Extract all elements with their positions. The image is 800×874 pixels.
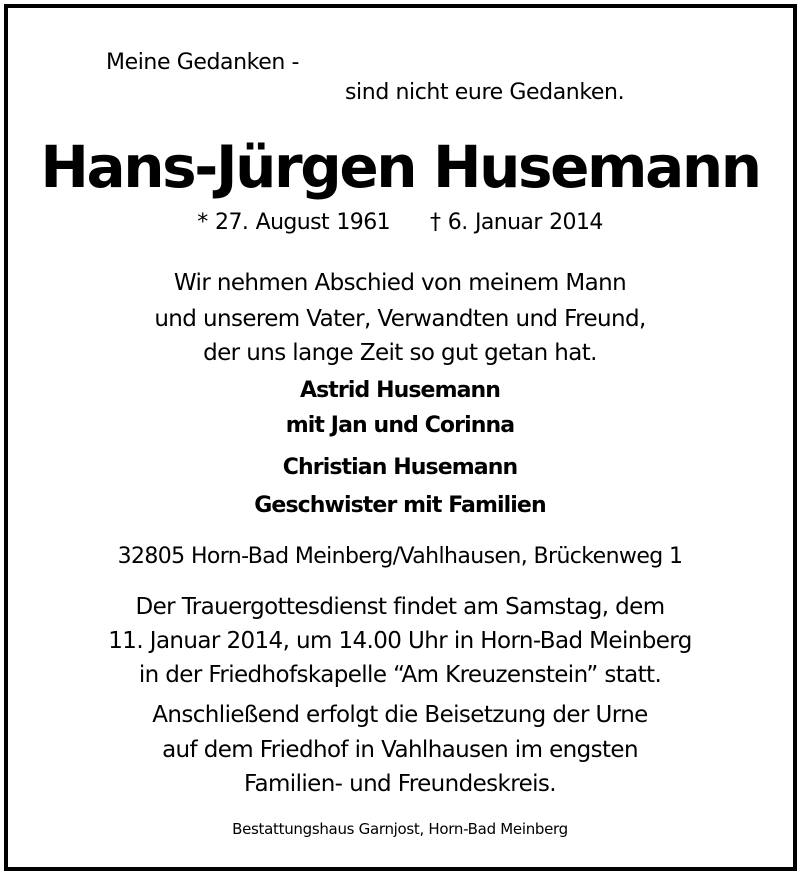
death-date: † 6. Januar 2014 [430,210,603,235]
deceased-name: Hans-Jürgen Husemann [40,133,760,201]
motto-line-1: Meine Gedanken - [106,50,300,75]
birth-date: * 27. August 1961 [197,210,390,235]
service-line: auf dem Friedhof in Vahlhausen im engsten [162,737,638,763]
address: 32805 Horn-Bad Meinberg/Vahlhausen, Brückenweg 1 [117,544,683,569]
service-line: in der Friedhofskapelle “Am Kreuzenstein” statt. [138,662,662,688]
farewell-line: der uns lange Zeit so gut getan hat. [203,340,597,366]
service-line: Anschließend erfolgt die Beisetzung der Urne [152,702,648,728]
mourner-line: Astrid Husemann [299,378,501,403]
service-line: Familien- und Freundeskreis. [243,771,557,797]
farewell-line: und unserem Vater, Verwandten und Freund, [154,306,646,332]
life-dates [0,210,800,235]
farewell-line: Wir nehmen Abschied von meinem Mann [173,270,627,296]
mourner-line: Christian Husemann [282,455,518,480]
service-line: 11. Januar 2014, um 14.00 Uhr in Horn-Bad Meinberg [108,628,692,654]
funeral-home: Bestattungshaus Garnjost, Horn-Bad Meinberg [232,820,568,838]
mourner-line: Geschwister mit Familien [254,493,546,518]
mourner-line: mit Jan und Corinna [285,413,515,438]
motto-line-2: sind nicht eure Gedanken. [345,80,625,105]
service-line: Der Trauergottesdienst findet am Samstag, dem [135,594,665,620]
